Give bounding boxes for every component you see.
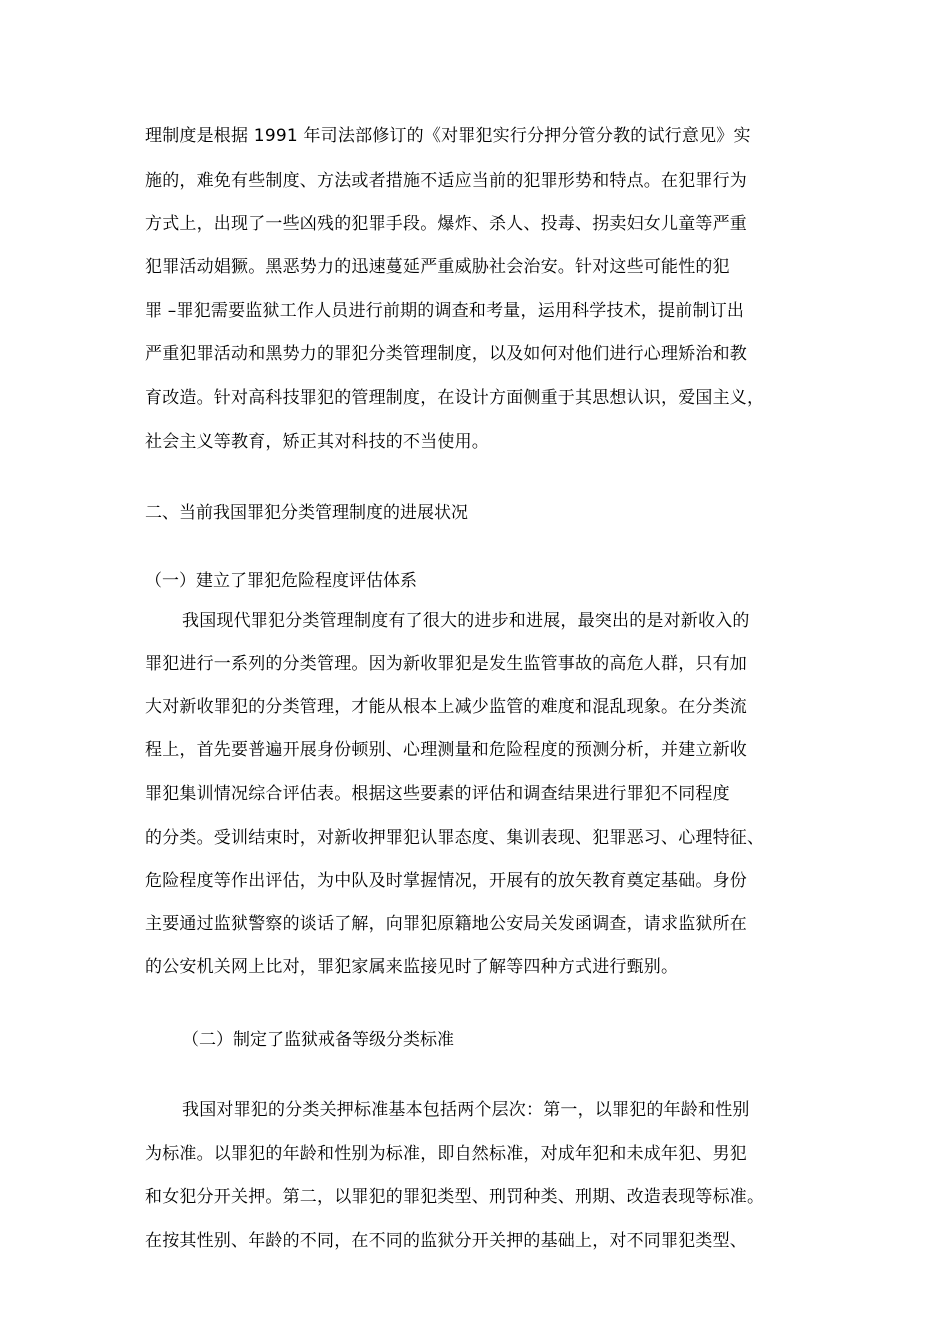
text-line: 罪犯集训情况综合评估表。根据这些要素的评估和调查结果进行罪犯不同程度	[145, 784, 730, 804]
text-line: 危险程度等作出评估，为中队及时掌握情况，开展有的放矢教育奠定基础。身份	[145, 871, 747, 891]
text-line: 主要通过监狱警察的谈话了解，向罪犯原籍地公安局关发函调查，请求监狱所在	[145, 914, 747, 934]
text-line: 罪犯进行一系列的分类管理。因为新收罪犯是发生监管事故的高危人群，只有加	[145, 654, 747, 674]
text-line: 和女犯分开关押。第二，以罪犯的罪犯类型、刑罚种类、刑期、改造表现等标准。	[145, 1187, 765, 1207]
section-title: 二、当前我国罪犯分类管理制度的进展状况	[145, 503, 468, 523]
subsection-title: （一）建立了罪犯危险程度评估体系	[145, 571, 417, 591]
text-line: 大对新收罪犯的分类管理，才能从根本上减少监管的难度和混乱现象。在分类流	[145, 697, 747, 717]
text-line: 在按其性别、年龄的不同，在不同的监狱分开关押的基础上，对不同罪犯类型、	[145, 1231, 747, 1251]
text-line: 我国现代罪犯分类管理制度有了很大的进步和进展，最突出的是对新收入的	[182, 611, 750, 631]
text-line: 我国对罪犯的分类关押标准基本包括两个层次：第一，以罪犯的年龄和性别	[182, 1100, 750, 1120]
text-line: 社会主义等教育，矫正其对科技的不当使用。	[145, 432, 489, 452]
text-line: 育改造。针对高科技罪犯的管理制度，在设计方面侧重于其思想认识，爱国主义，	[145, 388, 765, 408]
text-line: 的公安机关网上比对，罪犯家属来监接见时了解等四种方式进行甄别。	[145, 957, 679, 977]
text-line: 程上，首先要普遍开展身份顿别、心理测量和危险程度的预测分析，并建立新收	[145, 740, 747, 760]
text-line: 严重犯罪活动和黑势力的罪犯分类管理制度，以及如何对他们进行心理矫治和教	[145, 344, 747, 364]
text-line: 施的，难免有些制度、方法或者措施不适应当前的犯罪形势和特点。在犯罪行为	[145, 171, 747, 191]
text-line: 犯罪活动娼獗。黑恶势力的迅速蔓延严重威胁社会治安。针对这些可能性的犯	[145, 257, 730, 277]
text-line: 罪 –罪犯需要监狱工作人员进行前期的调查和考量，运用科学技术，提前制订出	[145, 301, 745, 321]
subsection-title: （二）制定了监狱戒备等级分类标准	[182, 1030, 454, 1050]
text-line: 方式上，出现了一些凶残的犯罪手段。爆炸、杀人、投毒、拐卖妇女儿童等严重	[145, 214, 747, 234]
text-line: 为标准。以罪犯的年龄和性别为标准，即自然标准，对成年犯和未成年犯、男犯	[145, 1144, 747, 1164]
text-line: 的分类。受训结束时，对新收押罪犯认罪态度、集训表现、犯罪恶习、心理特征、	[145, 828, 765, 848]
text-line: 理制度是根据 1991 年司法部修订的《对罪犯实行分押分管分教的试行意见》实	[145, 126, 751, 146]
